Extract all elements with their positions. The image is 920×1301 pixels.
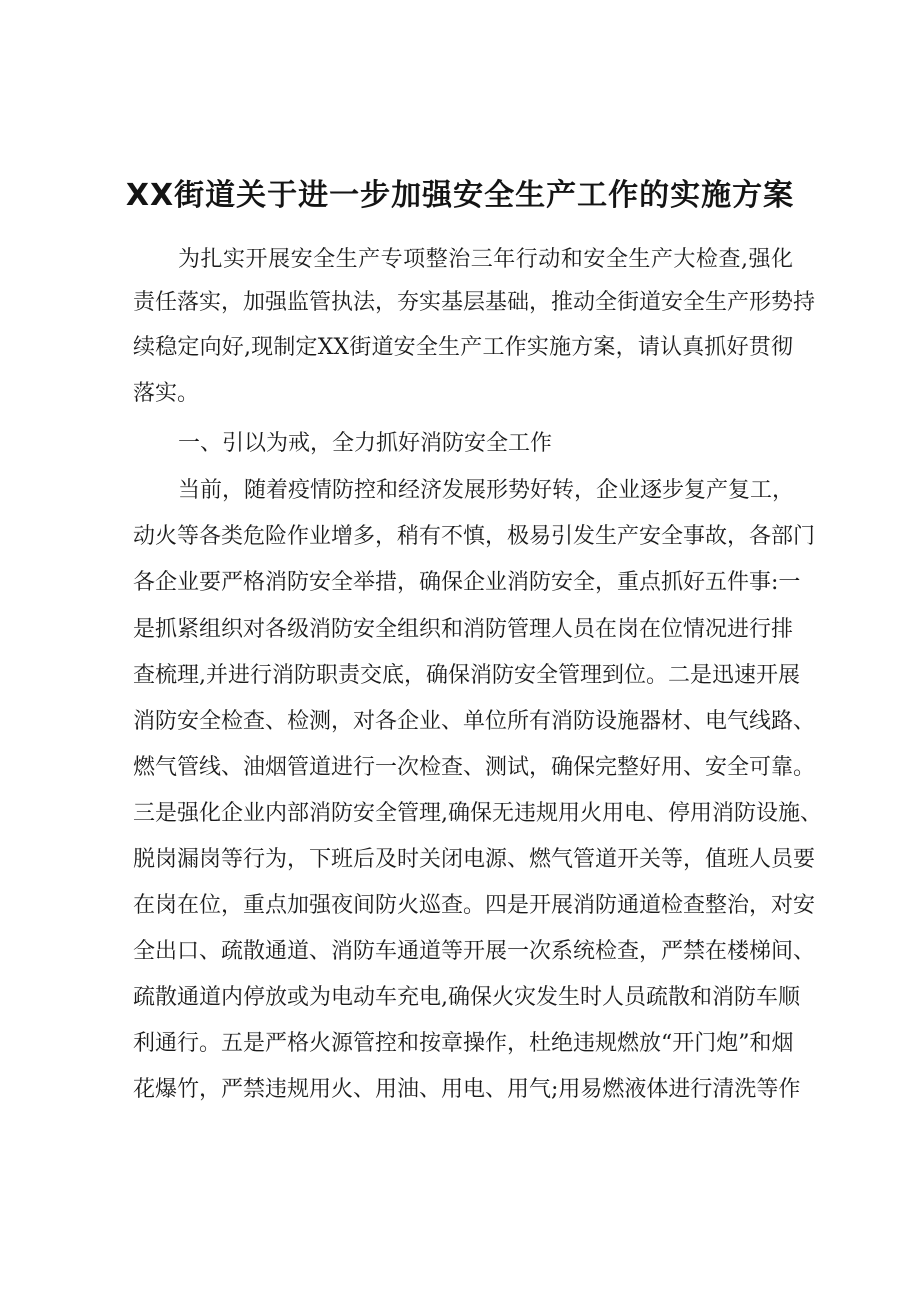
text-line: 动火等各类危险作业增多，稍有不慎，极易引发生产安全事故，各部门 <box>133 524 816 549</box>
text-line: 利通行。五是严格火源管控和按章操作，杜绝违规燃放“开门炮”和烟 <box>133 1031 794 1056</box>
text-line: 三是强化企业内部消防安全管理,确保无违规用火用电、停用消防设施、 <box>133 801 822 826</box>
text-line: 全出口、疏散通道、消防车通道等开展一次系统检查，严禁在楼梯间、 <box>133 939 816 964</box>
text-line: 查梳理,并进行消防职责交底，确保消防安全管理到位。二是迅速开展 <box>133 663 800 688</box>
text-line: 脱岗漏岗等行为，下班后及时关闭电源、燃气管道开关等，值班人员要 <box>133 847 816 872</box>
text-line: 为扎实开展安全生产专项整治三年行动和安全生产大检查,强化 <box>178 247 793 272</box>
text-line: 花爆竹，严禁违规用火、用油、用电、用气;用易燃液体进行清洗等作 <box>133 1077 801 1102</box>
text-line: 消防安全检查、检测，对各企业、单位所有消防设施器材、电气线路、 <box>133 709 816 734</box>
document-title: XX街道关于进一步加强安全生产工作的实施方案 <box>125 178 795 213</box>
text-line: 疏散通道内停放或为电动车充电,确保火灾发生时人员疏散和消防车顺 <box>133 985 800 1010</box>
text-line: 续稳定向好,现制定XX街道安全生产工作实施方案，请认真抓好贯彻 <box>133 335 793 360</box>
text-line: 落实。 <box>133 381 200 406</box>
text-line: 是抓紧组织对各级消防安全组织和消防管理人员在岗在位情况进行排 <box>133 617 794 642</box>
text-line: 当前，随着疫情防控和经济发展形势好转，企业逐步复产复工， <box>178 478 795 503</box>
section-heading: 一、引以为戒，全力抓好消防安全工作 <box>178 431 553 456</box>
text-line: 各企业要严格消防安全举措，确保企业消防安全，重点抓好五件事:一 <box>133 570 801 595</box>
text-line: 燃气管线、油烟管道进行一次检查、测试，确保完整好用、安全可靠。 <box>133 755 816 780</box>
text-line: 在岗在位，重点加强夜间防火巡查。四是开展消防通道检查整治，对安 <box>133 893 816 918</box>
text-line: 责任落实，加强监管执法，夯实基层基础，推动全街道安全生产形势持 <box>133 290 816 315</box>
